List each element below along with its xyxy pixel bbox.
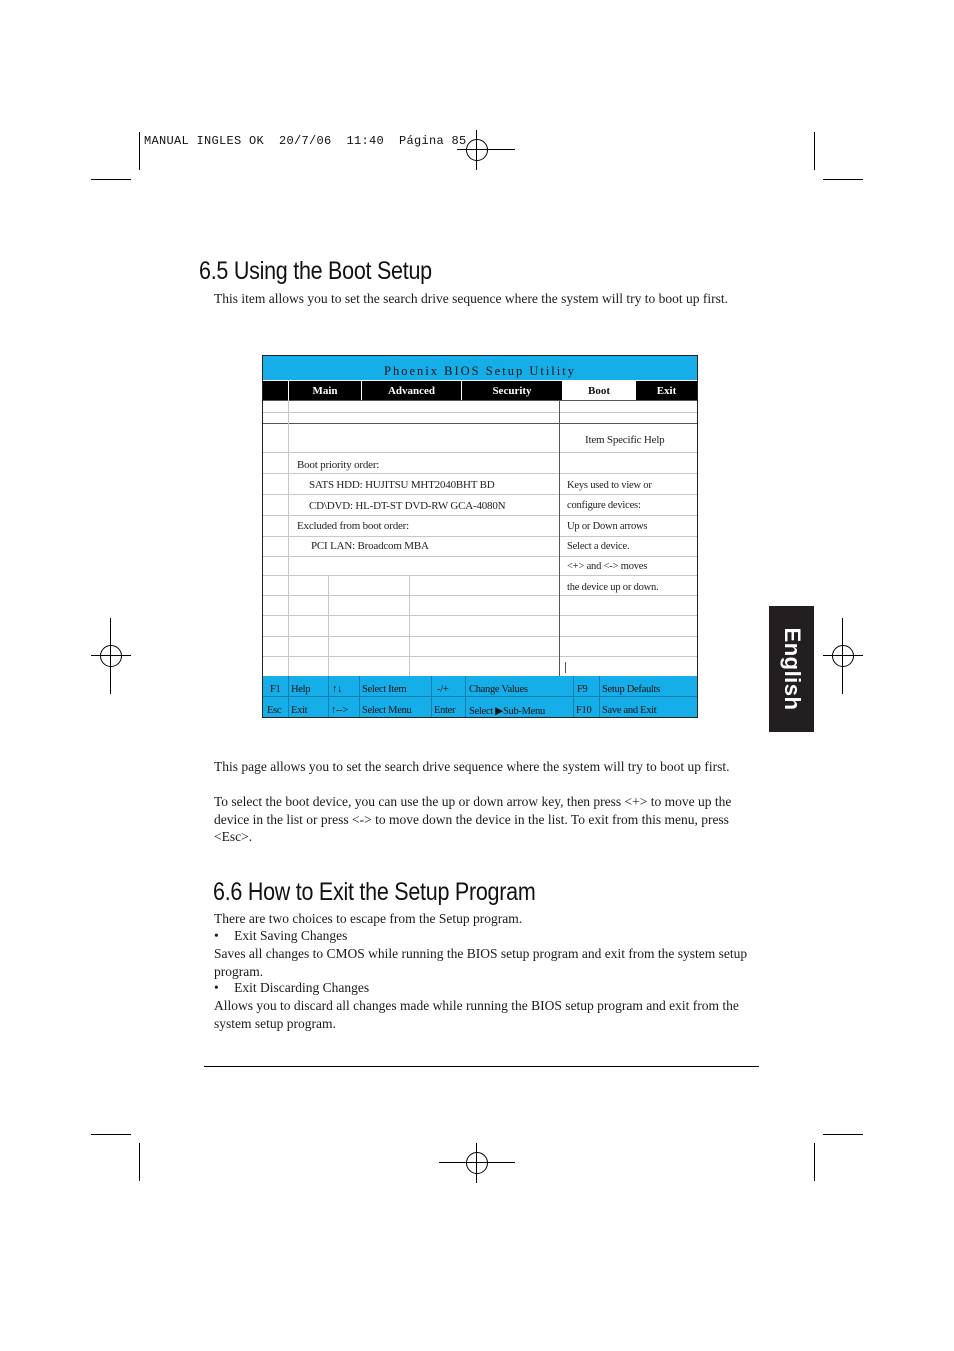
boot-device-hdd[interactable]: SATS HDD: HUJITSU MHT2040BHT BD	[309, 479, 495, 491]
crop-mark	[91, 179, 131, 180]
key-leftright: ↑-->	[331, 705, 348, 716]
key-sub-menu-label: Select ▶Sub-Menu	[469, 706, 545, 717]
print-slug: MANUAL INGLES OK 20/7/06 11:40 Página 85	[144, 134, 467, 148]
key-esc: Esc	[267, 705, 282, 716]
section-title-boot-setup: 6.5 Using the Boot Setup	[199, 257, 432, 285]
footer-rule	[204, 1066, 759, 1067]
excluded-heading: Excluded from boot order:	[297, 520, 409, 532]
registration-mark-icon	[457, 1143, 497, 1183]
key-save-exit-label: Save and Exit	[602, 705, 657, 716]
key-f9: F9	[577, 684, 588, 695]
tab-security[interactable]: Security	[492, 385, 532, 397]
help-line: Select a device.	[567, 541, 630, 552]
list-item	[214, 979, 754, 997]
key-plusminus: -/+	[437, 684, 449, 695]
bullet-icon: •	[214, 928, 219, 943]
key-help-label: Help	[291, 684, 311, 695]
bios-menu-bar	[263, 381, 697, 400]
language-tab	[769, 606, 814, 732]
bios-key-legend	[263, 676, 697, 717]
crop-mark	[814, 1143, 815, 1181]
key-exit-label: Exit	[291, 705, 308, 716]
section-intro: There are two choices to escape from the Setup program.	[214, 911, 523, 926]
help-line: Keys used to view or	[567, 480, 652, 491]
key-updown: ↑↓	[332, 684, 342, 695]
key-select-item-label: Select Item	[362, 684, 407, 695]
help-line: <+> and <-> moves	[567, 561, 648, 572]
list-item	[214, 927, 754, 945]
crop-mark	[823, 1134, 863, 1135]
boot-priority-heading: Boot priority order:	[297, 459, 380, 471]
key-change-values-label: Change Values	[469, 684, 528, 695]
section-intro: This item allows you to set the search drive sequence where the system will try to boot up first.	[214, 291, 729, 306]
bullet-label: Exit Saving Changes	[234, 928, 348, 943]
registration-mark-icon	[91, 636, 131, 676]
tab-exit[interactable]: Exit	[656, 385, 677, 397]
help-line: the device up or down.	[567, 582, 659, 593]
bullet-icon: •	[214, 980, 219, 995]
help-line: Up or Down arrows	[567, 521, 648, 532]
bullet-description: Allows you to discard all changes made while running the BIOS setup program and exit from the system setup program.	[214, 998, 739, 1031]
crop-mark	[91, 1134, 131, 1135]
registration-mark-icon	[823, 636, 863, 676]
boot-device-dvd[interactable]: CD\DVD: HL-DT-ST DVD-RW GCA-4080N	[309, 500, 506, 512]
bullet-description: Saves all changes to CMOS while running the BIOS setup program and exit from the system setup program.	[214, 946, 748, 979]
body-paragraph: This page allows you to set the search drive sequence where the system will try to boot up first.	[214, 759, 730, 774]
crop-mark	[139, 1143, 140, 1181]
language-tab-label: English	[779, 627, 805, 711]
tab-advanced[interactable]: Advanced	[387, 385, 436, 397]
crop-mark	[814, 132, 815, 170]
key-enter: Enter	[434, 705, 456, 716]
bullet-label: Exit Discarding Changes	[234, 980, 370, 995]
key-select-menu-label: Select Menu	[362, 705, 412, 716]
help-line: configure devices:	[567, 500, 641, 511]
help-panel-title: Item Specific Help	[585, 434, 665, 446]
bios-screenshot	[262, 355, 698, 718]
tab-boot[interactable]: Boot	[563, 381, 635, 400]
key-f1: F1	[270, 684, 281, 695]
section-title-exit-setup: 6.6 How to Exit the Setup Program	[213, 878, 536, 906]
tab-main[interactable]: Main	[312, 385, 338, 397]
boot-device-lan[interactable]: PCI LAN: Broadcom MBA	[311, 540, 429, 552]
crop-mark	[139, 132, 140, 170]
key-f10: F10	[576, 705, 592, 716]
bios-title-bar: Phoenix BIOS Setup Utility	[263, 356, 697, 380]
key-setup-defaults-label: Setup Defaults	[602, 684, 660, 695]
crop-mark	[823, 179, 863, 180]
body-paragraph: To select the boot device, you can use the up or down arrow key, then press <+> to move up the device in the list or press <-> to move down the device in the list. To exit from this menu, press <Esc>.	[214, 794, 732, 844]
